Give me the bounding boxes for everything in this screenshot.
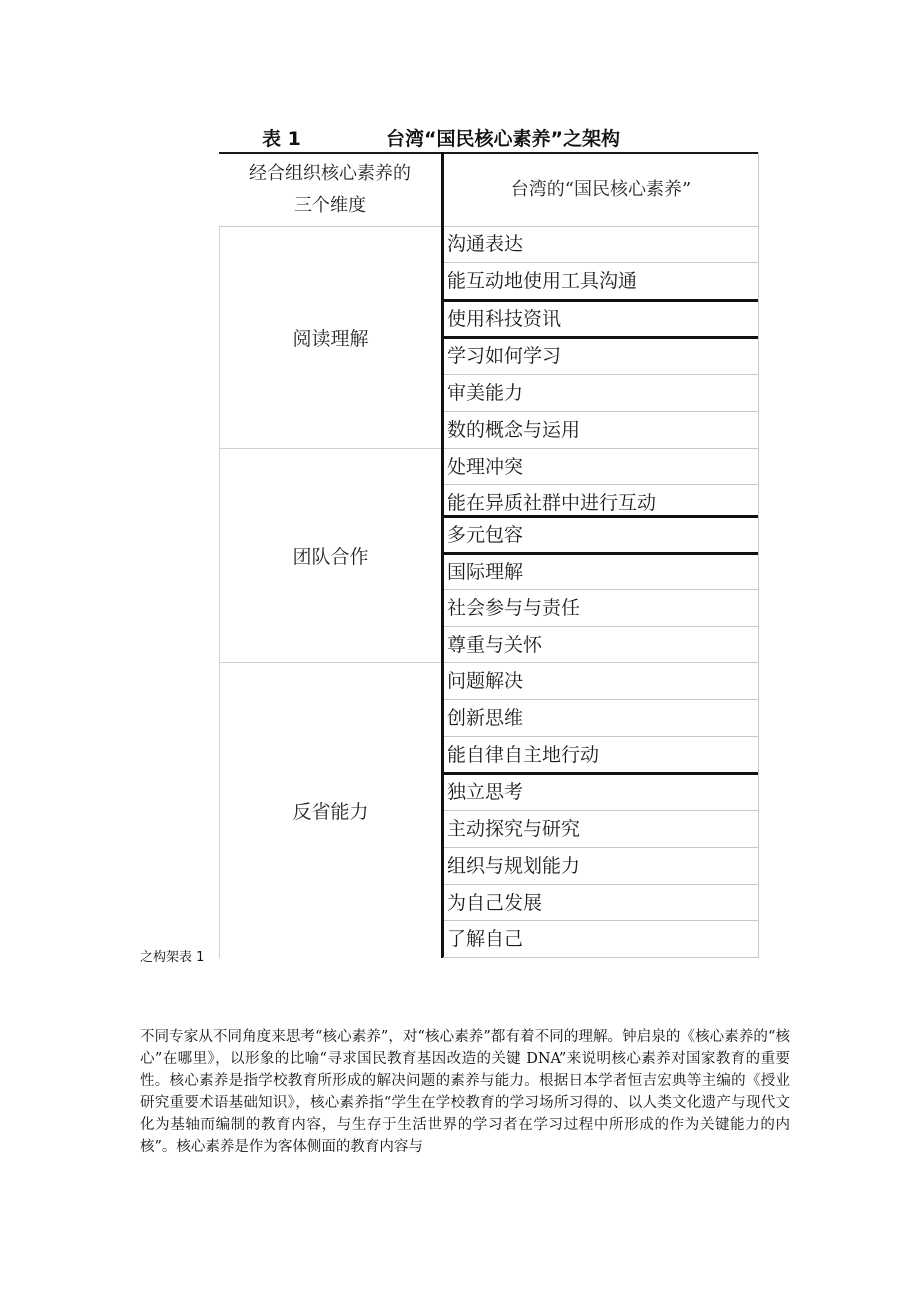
item-row: 审美能力 bbox=[447, 382, 524, 404]
table-bottom-border bbox=[443, 957, 759, 958]
item-row: 为自己发展 bbox=[447, 892, 543, 914]
header-taiwan-competencies: 台湾的“国民核心素养” bbox=[510, 179, 692, 200]
item-row: 数的概念与运用 bbox=[447, 419, 581, 441]
table-caption bbox=[258, 122, 678, 150]
body-paragraph: 不同专家从不同角度来思考“核心素养”，对“核心素养”都有着不同的理解。钟启泉的《核心素养的“核心”在哪里》，以形象的比喻“寻求国民教育基因改造的关键 DNA”来说明核心素养对国家教育的重要性。核心素养是指学校教育所形成的解决问题的素养与能力。根据日本学者恒吉宏典等主编的《授业研究重要术语基础知识》，核心素养指“学生在学校教育的学习场所习得的、以人类文化遗产与现代文化为基轴而编制的教育内容，与生存于生活世界的学习者在学习过程中所形成的作为关键能力的内核”。核心素养是作为客体侧面的教育内容与 bbox=[140, 1029, 790, 1155]
table-right-border bbox=[758, 152, 759, 958]
framework-table bbox=[219, 152, 759, 958]
item-row: 能自律自主地行动 bbox=[447, 744, 600, 766]
header-oecd-dimensions bbox=[219, 154, 441, 226]
item-row: 能在异质社群中进行互动 bbox=[447, 492, 657, 514]
item-row: 组织与规划能力 bbox=[447, 855, 581, 877]
item-row: 学习如何学习 bbox=[447, 345, 562, 367]
header-left-line2: 三个维度 bbox=[294, 195, 366, 216]
dimension-reflection: 反省能力 bbox=[292, 801, 369, 823]
item-row: 处理冲突 bbox=[447, 456, 524, 478]
item-row: 主动探究与研究 bbox=[447, 818, 581, 840]
item-row: 独立思考 bbox=[447, 781, 524, 803]
item-row: 能互动地使用工具沟通 bbox=[447, 270, 638, 292]
column-divider bbox=[441, 152, 444, 958]
item-row: 多元包容 bbox=[447, 524, 524, 546]
table-number: 表 1 bbox=[262, 128, 301, 150]
table-left-border bbox=[219, 226, 220, 958]
dimension-teamwork: 团队合作 bbox=[292, 546, 369, 568]
item-row: 使用科技资讯 bbox=[447, 308, 562, 330]
header-left-line1: 经合组织核心素养的 bbox=[249, 163, 411, 184]
item-row: 沟通表达 bbox=[447, 233, 524, 255]
table-title: 台湾“国民核心素养”之架构 bbox=[386, 128, 620, 150]
item-row: 社会参与与责任 bbox=[447, 597, 581, 619]
item-row: 创新思维 bbox=[447, 707, 524, 729]
item-row: 了解自己 bbox=[447, 928, 524, 950]
figure-label: 之构架表 1 bbox=[140, 950, 205, 965]
item-row: 问题解决 bbox=[447, 670, 524, 692]
item-row: 尊重与关怀 bbox=[447, 634, 543, 656]
item-row: 国际理解 bbox=[447, 561, 524, 583]
dimension-reading: 阅读理解 bbox=[292, 328, 369, 350]
